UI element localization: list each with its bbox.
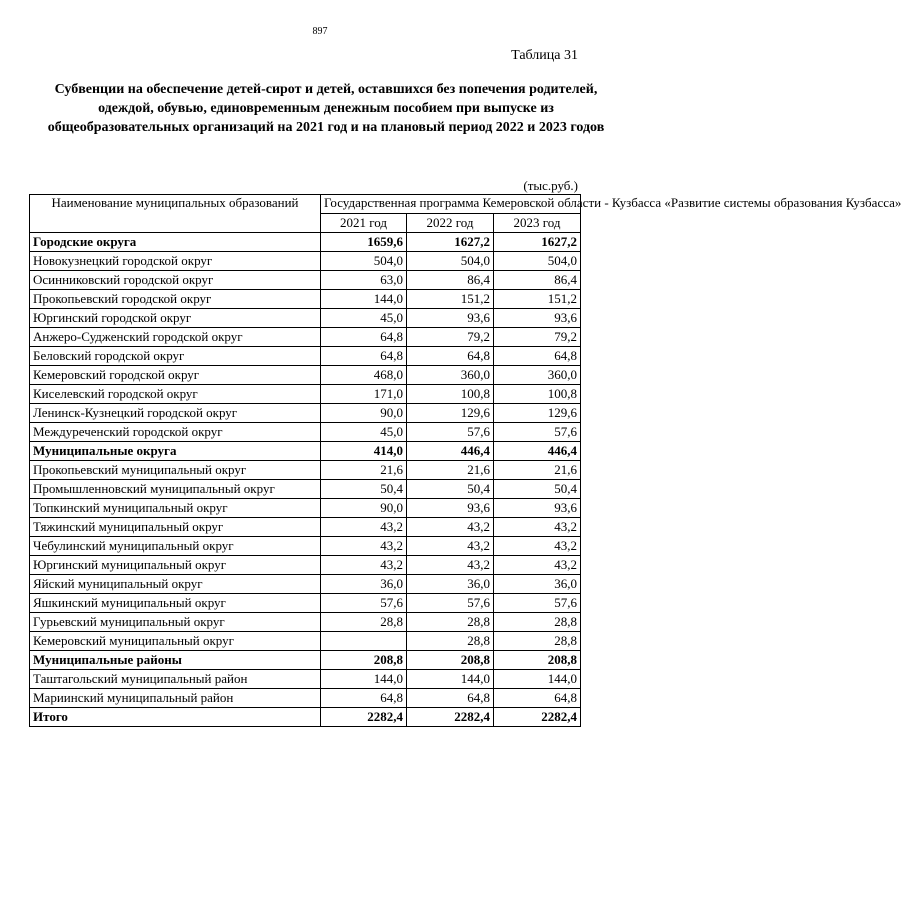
value-2023-cell: 1627,2 (494, 233, 581, 252)
table-row (30, 328, 581, 347)
value-2023-cell: 446,4 (494, 442, 581, 461)
table-row (30, 575, 581, 594)
municipality-name-cell: Юргинский муниципальный округ (30, 556, 321, 575)
value-2022-cell: 36,0 (407, 575, 494, 594)
value-2023-cell: 28,8 (494, 613, 581, 632)
name-column-header: Наименование муниципальных образований (30, 195, 321, 233)
municipality-name-cell: Осинниковский городской округ (30, 271, 321, 290)
municipality-name-cell: Мариинский муниципальный район (30, 689, 321, 708)
year-2023-header: 2023 год (494, 214, 581, 233)
value-2023-cell: 28,8 (494, 632, 581, 651)
value-2022-cell: 504,0 (407, 252, 494, 271)
value-2023-cell: 57,6 (494, 594, 581, 613)
value-2021-cell: 45,0 (321, 423, 407, 442)
municipality-name-cell: Беловский городской округ (30, 347, 321, 366)
table-label: Таблица 31 (511, 48, 578, 63)
table-row (30, 613, 581, 632)
value-2021-cell: 57,6 (321, 594, 407, 613)
table-row (30, 347, 581, 366)
municipality-name-cell: Ленинск-Кузнецкий городской округ (30, 404, 321, 423)
value-2021-cell: 63,0 (321, 271, 407, 290)
value-2023-cell: 93,6 (494, 309, 581, 328)
value-2022-cell: 64,8 (407, 347, 494, 366)
value-2021-cell: 2282,4 (321, 708, 407, 727)
value-2022-cell: 28,8 (407, 632, 494, 651)
municipality-name-cell: Чебулинский муниципальный округ (30, 537, 321, 556)
table-row (30, 518, 581, 537)
document-title: Субвенции на обеспечение детей-сирот и детей, оставшихся без попечения родителей, одеждой, обувью, единовременным денежным пособием при выпуске из общеобразовательных организаций на 2021 год и на плановый период 2022 и 2023 годов (47, 82, 605, 135)
page-number: 897 (312, 26, 328, 37)
value-2022-cell: 2282,4 (407, 708, 494, 727)
value-2022-cell: 86,4 (407, 271, 494, 290)
municipality-name-cell: Муниципальные районы (30, 651, 321, 670)
value-2023-cell: 144,0 (494, 670, 581, 689)
value-2022-cell: 43,2 (407, 537, 494, 556)
table-row (30, 537, 581, 556)
table-row (30, 366, 581, 385)
value-2021-cell: 64,8 (321, 689, 407, 708)
municipality-name-cell: Прокопьевский городской округ (30, 290, 321, 309)
value-2022-cell: 43,2 (407, 556, 494, 575)
value-2021-cell: 28,8 (321, 613, 407, 632)
value-2022-cell: 57,6 (407, 594, 494, 613)
value-2021-cell: 90,0 (321, 404, 407, 423)
municipality-name-cell: Итого (30, 708, 321, 727)
value-2023-cell: 64,8 (494, 689, 581, 708)
value-2022-cell: 64,8 (407, 689, 494, 708)
program-header: Государственная программа Кемеровской области - Кузбасса «Развитие системы образования Кузбасса» (321, 195, 581, 214)
value-2021-cell: 468,0 (321, 366, 407, 385)
municipality-name-cell: Тяжинский муниципальный округ (30, 518, 321, 537)
value-2023-cell: 208,8 (494, 651, 581, 670)
value-2023-cell: 86,4 (494, 271, 581, 290)
municipality-name-cell: Муниципальные округа (30, 442, 321, 461)
municipality-name-cell: Гурьевский муниципальный округ (30, 613, 321, 632)
value-2022-cell: 100,8 (407, 385, 494, 404)
table-row (30, 423, 581, 442)
value-2022-cell: 129,6 (407, 404, 494, 423)
table-row (30, 670, 581, 689)
table-row (30, 271, 581, 290)
table-body (30, 233, 581, 727)
table-row (30, 252, 581, 271)
value-2023-cell: 79,2 (494, 328, 581, 347)
value-2023-cell: 129,6 (494, 404, 581, 423)
year-2022-header: 2022 год (407, 214, 494, 233)
value-2022-cell: 208,8 (407, 651, 494, 670)
value-2022-cell: 28,8 (407, 613, 494, 632)
value-2021-cell: 144,0 (321, 670, 407, 689)
value-2023-cell: 43,2 (494, 518, 581, 537)
municipality-name-cell: Анжеро-Судженский городской округ (30, 328, 321, 347)
municipality-name-cell: Таштагольский муниципальный район (30, 670, 321, 689)
value-2021-cell: 43,2 (321, 556, 407, 575)
value-2023-cell: 151,2 (494, 290, 581, 309)
value-2021-cell: 504,0 (321, 252, 407, 271)
value-2021-cell: 36,0 (321, 575, 407, 594)
value-2022-cell: 144,0 (407, 670, 494, 689)
table-row-subtotal (30, 651, 581, 670)
table-row (30, 689, 581, 708)
value-2021-cell: 1659,6 (321, 233, 407, 252)
value-2021-cell (321, 632, 407, 651)
municipality-name-cell: Кемеровский муниципальный округ (30, 632, 321, 651)
value-2023-cell: 100,8 (494, 385, 581, 404)
table-row (30, 632, 581, 651)
table-row (30, 480, 581, 499)
table-row (30, 556, 581, 575)
municipality-name-cell: Юргинский городской округ (30, 309, 321, 328)
table-row (30, 404, 581, 423)
table-row (30, 290, 581, 309)
value-2022-cell: 57,6 (407, 423, 494, 442)
table-row (30, 309, 581, 328)
value-2021-cell: 171,0 (321, 385, 407, 404)
value-2023-cell: 43,2 (494, 537, 581, 556)
value-2023-cell: 21,6 (494, 461, 581, 480)
value-2022-cell: 79,2 (407, 328, 494, 347)
value-2023-cell: 64,8 (494, 347, 581, 366)
value-2021-cell: 64,8 (321, 347, 407, 366)
value-2022-cell: 43,2 (407, 518, 494, 537)
municipality-name-cell: Прокопьевский муниципальный округ (30, 461, 321, 480)
value-2023-cell: 50,4 (494, 480, 581, 499)
value-2022-cell: 21,6 (407, 461, 494, 480)
municipality-name-cell: Городские округа (30, 233, 321, 252)
value-2021-cell: 21,6 (321, 461, 407, 480)
value-2021-cell: 64,8 (321, 328, 407, 347)
municipality-name-cell: Яйский муниципальный округ (30, 575, 321, 594)
value-2022-cell: 446,4 (407, 442, 494, 461)
value-2022-cell: 1627,2 (407, 233, 494, 252)
municipality-name-cell: Топкинский муниципальный округ (30, 499, 321, 518)
value-2021-cell: 144,0 (321, 290, 407, 309)
municipality-name-cell: Новокузнецкий городской округ (30, 252, 321, 271)
value-2023-cell: 43,2 (494, 556, 581, 575)
value-2022-cell: 93,6 (407, 309, 494, 328)
value-2023-cell: 360,0 (494, 366, 581, 385)
municipality-name-cell: Междуреченский городской округ (30, 423, 321, 442)
table-row-subtotal (30, 233, 581, 252)
value-2023-cell: 504,0 (494, 252, 581, 271)
table-row-subtotal (30, 442, 581, 461)
value-2022-cell: 50,4 (407, 480, 494, 499)
value-2021-cell: 45,0 (321, 309, 407, 328)
table-row (30, 594, 581, 613)
value-2023-cell: 57,6 (494, 423, 581, 442)
value-2022-cell: 93,6 (407, 499, 494, 518)
table-row-subtotal (30, 708, 581, 727)
municipality-name-cell: Яшкинский муниципальный округ (30, 594, 321, 613)
value-2021-cell: 43,2 (321, 518, 407, 537)
value-2021-cell: 208,8 (321, 651, 407, 670)
year-2021-header: 2021 год (321, 214, 407, 233)
value-2023-cell: 93,6 (494, 499, 581, 518)
value-2023-cell: 36,0 (494, 575, 581, 594)
table-row (30, 385, 581, 404)
value-2021-cell: 43,2 (321, 537, 407, 556)
value-2021-cell: 90,0 (321, 499, 407, 518)
value-2021-cell: 414,0 (321, 442, 407, 461)
table-row (30, 461, 581, 480)
subventions-table (29, 194, 901, 727)
table-row (30, 499, 581, 518)
value-2021-cell: 50,4 (321, 480, 407, 499)
value-2023-cell: 2282,4 (494, 708, 581, 727)
municipality-name-cell: Промышленновский муниципальный округ (30, 480, 321, 499)
units-label: (тыс.руб.) (523, 178, 578, 193)
municipality-name-cell: Кемеровский городской округ (30, 366, 321, 385)
municipality-name-cell: Киселевский городской округ (30, 385, 321, 404)
value-2022-cell: 360,0 (407, 366, 494, 385)
value-2022-cell: 151,2 (407, 290, 494, 309)
